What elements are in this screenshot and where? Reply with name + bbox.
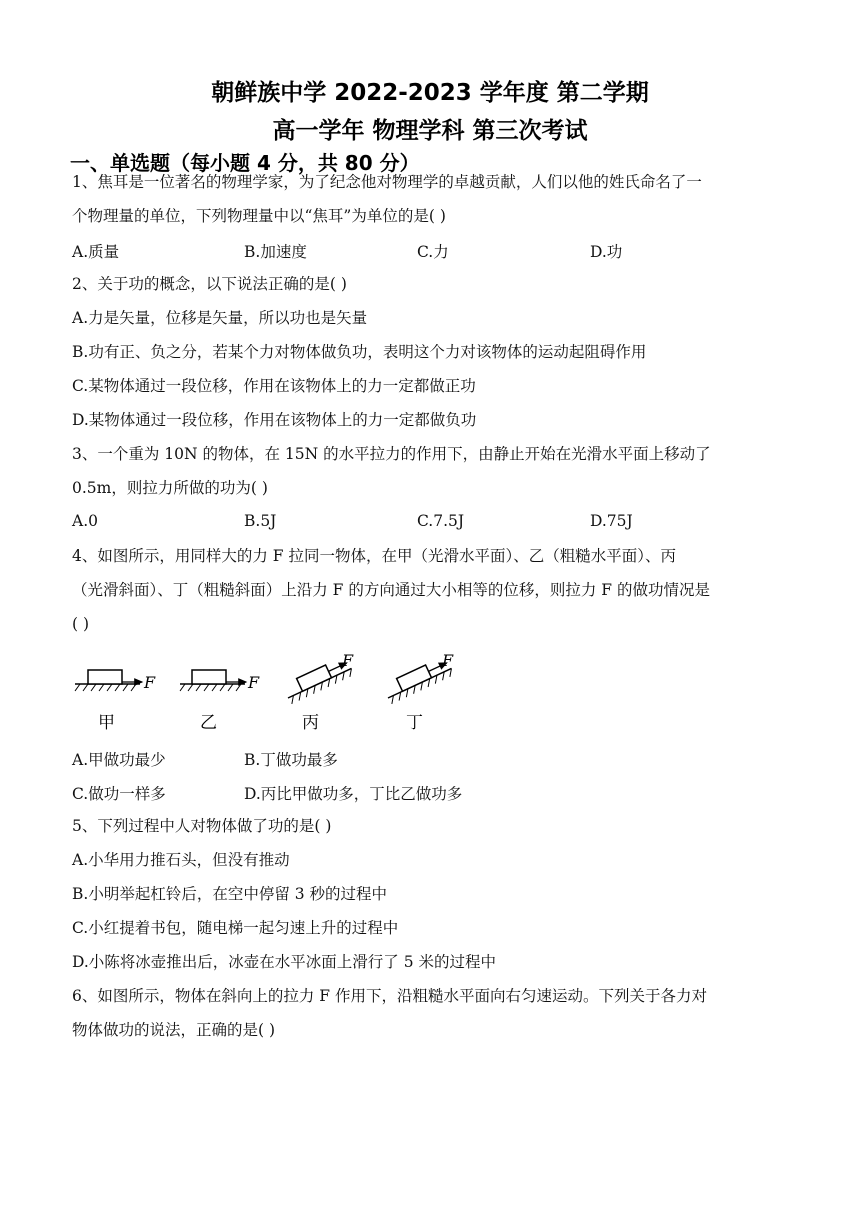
q3-choice-a: A.0 bbox=[72, 512, 98, 530]
q5-choice-a: A.小华用力推石头，但没有推动 bbox=[72, 851, 290, 869]
force-label-bing: F bbox=[342, 651, 354, 670]
q5-choice-d: D.小陈将冰壶推出后，冰壶在水平冰面上滑行了 5 米的过程中 bbox=[72, 953, 497, 971]
figure-ding-incline-block bbox=[382, 651, 454, 733]
q1-stem-line-2: 个物理量的单位，下列物理量中以“焦耳”为单位的是( ) bbox=[72, 207, 446, 225]
exam-title-line-2: 高一学年 物理学科 第三次考试 bbox=[272, 118, 588, 144]
force-label-jia: F bbox=[144, 673, 156, 692]
q2-choice-b: B.功有正、负之分，若某个力对物体做负功，表明这个力对该物体的运动起阻碍作用 bbox=[72, 343, 647, 361]
q3-choice-b: B.5J bbox=[244, 512, 277, 530]
q2-choice-a: A.力是矢量，位移是矢量，所以功也是矢量 bbox=[72, 309, 368, 327]
figure-yi-horizontal-block bbox=[180, 670, 260, 733]
q5-choice-b: B.小明举起杠铃后，在空中停留 3 秒的过程中 bbox=[72, 885, 388, 903]
q1-stem-line-1: 1、焦耳是一位著名的物理学家，为了纪念他对物理学的卓越贡献，人们以他的姓氏命名了一 bbox=[72, 173, 702, 191]
exam-title-line-1: 朝鲜族中学 2022-2023 学年度 第二学期 bbox=[211, 80, 649, 106]
q4-stem-line-2: （光滑斜面）、丁（粗糙斜面）上沿力 F 的方向通过大小相等的位移，则拉力 F 的做功情况是 bbox=[72, 581, 710, 599]
q3-stem-line-2: 0.5m，则拉力所做的功为( ) bbox=[72, 479, 268, 497]
section-heading: 一、单选题（每小题 4 分，共 80 分） bbox=[70, 151, 420, 175]
caption-yi: 乙 bbox=[200, 713, 217, 733]
q3-choice-d: D.75J bbox=[590, 512, 633, 530]
force-label-yi: F bbox=[248, 673, 260, 692]
q6-stem-line-2: 物体做功的说法，正确的是( ) bbox=[72, 1021, 276, 1039]
q5-stem: 5、下列过程中人对物体做了功的是( ) bbox=[72, 817, 332, 835]
caption-ding: 丁 bbox=[406, 713, 423, 733]
q1-choice-a: A.质量 bbox=[72, 243, 120, 261]
q1-choice-d: D.功 bbox=[590, 243, 623, 261]
q3-stem-line-1: 3、一个重为 10N 的物体，在 15N 的水平拉力的作用下，由静止开始在光滑水平面上移动了 bbox=[72, 445, 711, 463]
q6-stem-line-1: 6、如图所示，物体在斜向上的拉力 F 作用下，沿粗糙水平面向右匀速运动。下列关于各力对 bbox=[72, 987, 707, 1005]
q1-choice-b: B.加速度 bbox=[244, 243, 307, 261]
q4-stem-line-3: ( ) bbox=[72, 615, 90, 633]
q4-choice-d: D.丙比甲做功多，丁比乙做功多 bbox=[244, 785, 463, 803]
q2-stem: 2、关于功的概念，以下说法正确的是( ) bbox=[72, 275, 347, 293]
q4-stem-line-1: 4、如图所示，用同样大的力 F 拉同一物体，在甲（光滑水平面）、乙（粗糙水平面）、丙 bbox=[72, 547, 676, 565]
q3-choice-c: C.7.5J bbox=[417, 512, 465, 530]
q4-choice-b: B.丁做功最多 bbox=[244, 751, 338, 769]
q2-choice-c: C.某物体通过一段位移，作用在该物体上的力一定都做正功 bbox=[72, 377, 476, 395]
figure-jia-horizontal-block bbox=[75, 670, 156, 733]
q5-choice-c: C.小红提着书包，随电梯一起匀速上升的过程中 bbox=[72, 919, 399, 937]
q2-choice-d: D.某物体通过一段位移，作用在该物体上的力一定都做负功 bbox=[72, 411, 477, 429]
q1-choice-c: C.力 bbox=[417, 243, 449, 261]
force-label-ding: F bbox=[442, 651, 454, 670]
figure-bing-incline-block bbox=[282, 651, 354, 733]
q4-choice-c: C.做功一样多 bbox=[72, 785, 166, 803]
q4-choice-a: A.甲做功最少 bbox=[72, 751, 166, 769]
q4-figure bbox=[70, 646, 470, 736]
caption-jia: 甲 bbox=[98, 713, 115, 733]
caption-bing: 丙 bbox=[302, 713, 319, 733]
